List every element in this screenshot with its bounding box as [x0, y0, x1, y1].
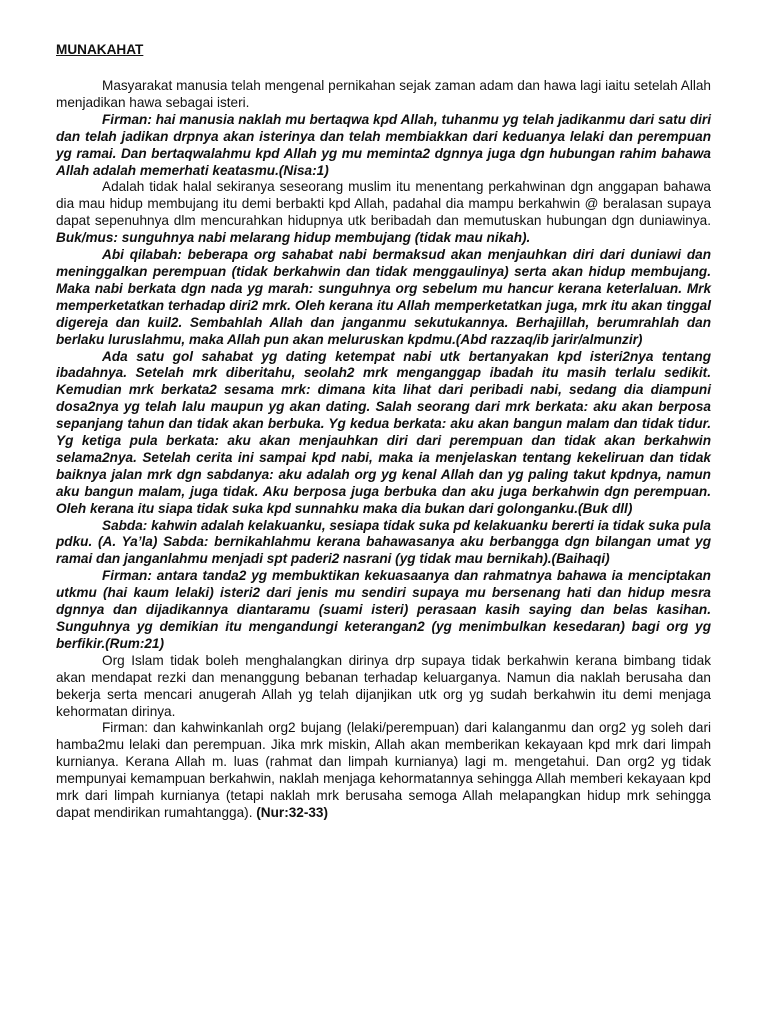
paragraph-rezki: Org Islam tidak boleh menghalangkan dirinya drp supaya tidak berkahwin kerana bimbang tidak akan mendapat rezki dan menanggung bebanan terhadap keluarganya. Namun dia naklah berusaha dan bekerja serta mencari anugerah Allah yg telah dijanjikan utk org yg sudah berkahwin itu demi menjaga kehormatan dirinya. [56, 652, 711, 719]
paragraph-intro: Masyarakat manusia telah mengenal pernikahan sejak zaman adam dan hawa lagi iaitu setelah Allah menjadikan hawa sebagai isteri. [56, 78, 711, 110]
document-title: MUNAKAHAT [56, 42, 144, 57]
paragraph-text: Adalah tidak halal sekiranya seseorang muslim itu menentang perkahwinan dgn anggapan bahawa dia mau hidup membujang itu demi berbakti kpd Allah, padahal dia mampu berkahwin @ beralasan supaya dapat sepenuhnya dlm mencurahkan hidupnya utk beribadah dan memutuskan hubungan dgn duniawinya. [56, 179, 711, 229]
paragraph-text: Firman: dan kahwinkanlah org2 bujang (lelaki/perempuan) dari kalanganmu dan org2 yg soleh dari hamba2mu lelaki dan perempuan. Jika mrk miskin, Allah akan memberikan kekayaan kpd mrk dari limpah kurnianya. Kerana Allah m. luas (rahmat dan limpah kurnianya) lagi m. mengetahui. Dan org2 yg tidak mempunyai kemampuan berkahwin, naklah menjaga kehormatannya sehingga Allah memberi kekayaan kpd mrk dari limpah kurnianya (tetapi naklah mrk berusaha semoga Allah melapangkan hidup mrk sehingga dapat mendirikan rumahtangga). [56, 720, 711, 820]
paragraph-halal-membujang [56, 179, 711, 247]
paragraph-sahabat-ibadah: Ada satu gol sahabat yg dating ketempat nabi utk bertanyakan kpd isteri2nya tentang ibadahnya. Setelah mrk diberitahu, seolah2 mrk menganggap ibadah itu masih terlalu sedikit. Kemudian mrk berkata2 sesama mrk: dimana kita lihat dari peribadi nabi, sedang dia diampuni dosa2nya yg telah lalu maupun yg akan dating. Salah seorang dari mrk berkata: aku akan berposa sepanjang tahun dan tidak akan berbuka. Yg kedua berkata: aku akan bangun malam dan tidak tidur. Yg ketiga pula berkata: aku akan menjauhkan diri dari perempuan dan tidak akan berkahwin selama2nya. Setelah cerita ini sampai kpd nabi, maka ia menjelaskan tentang kekeliruan dan tidak baiknya jalan mrk dgn sabdanya: aku adalah org yg kenal Allah dan yg paling takut kpdnya, namun aku bangun malam, juga tidak. Aku berposa juga berbuka dan aku juga berkahwin dgn perempuan. Oleh kerana itu siapa tidak suka kpd sunnahku maka dia bukan dari golonganku.(Buk dll) [56, 348, 711, 516]
paragraph-firman-rum: Firman: antara tanda2 yg membuktikan kekuasaanya dan rahmatnya bahawa ia menciptakan utkmu (hai kaum lelaki) isteri2 dari jenis mu sendiri supaya mu bersenang hati dan hidup mesra dgnnya dan dijadikannya diantaramu (suami isteri) perasaan kasih saying dan belas kasihan. Sunguhnya yg demikian itu mengandungi keterangan2 (yg menimbulkan kesedaran) bagi org yg berfikir.(Rum:21) [56, 568, 711, 651]
paragraph-abi-qilabah: Abi qilabah: beberapa org sahabat nabi bermaksud akan menjauhkan diri dari duniawi dan meninggalkan perempuan (tidak berkahwin dan tidak menggaulinya) serta akan hidup membujang. Maka nabi berkata dgn nada yg marah: sunguhnya org sebelum mu hancur kerana keterlaluan. Mrk memperketatkan terhadap diri2 mrk. Oleh kerana itu Allah memperketatkan juga, mrk itu akan tinggal digereja dan kuil2. Sembahlah Allah dan janganmu sekutukannya. Berhajillah, berumrahlah dan berlaku luruslahmu, maka Allah pun akan meluruskan kpdmu.(Abd razzaq/ib jarir/almunzir) [56, 247, 711, 347]
paragraph-emphasis: (Nur:32-33) [256, 804, 329, 820]
paragraph-firman-nur [56, 720, 711, 821]
paragraph-sabda-kahwin: Sabda: kahwin adalah kelakuanku, sesiapa tidak suka pd kelakuanku bererti ia tidak suka pula pdku. (A. Ya’la) Sabda: bernikahlahmu kerana bahawasanya aku berbangga dgn bilangan umat yg ramai dan janganlahmu menjadi spt paderi2 nasrani (yg tidak mau bernikah).(Baihaqi) [56, 517, 711, 567]
paragraph-emphasis: Buk/mus: sunguhnya nabi melarang hidup membujang (tidak mau nikah). [56, 230, 531, 246]
paragraph-firman-nisa: Firman: hai manusia naklah mu bertaqwa kpd Allah, tuhanmu yg telah jadikanmu dari satu diri dan telah jadikan drpnya akan isterinya dan telah membiakkan dari keduanya lelaki dan perempuan yg ramai. Dan bertaqwalahmu kpd Allah yg mu meminta2 dgnnya juga dgn hubungan rahim bahawa Allah adalah memerhati keatasmu.(Nisa:1) [56, 111, 711, 178]
